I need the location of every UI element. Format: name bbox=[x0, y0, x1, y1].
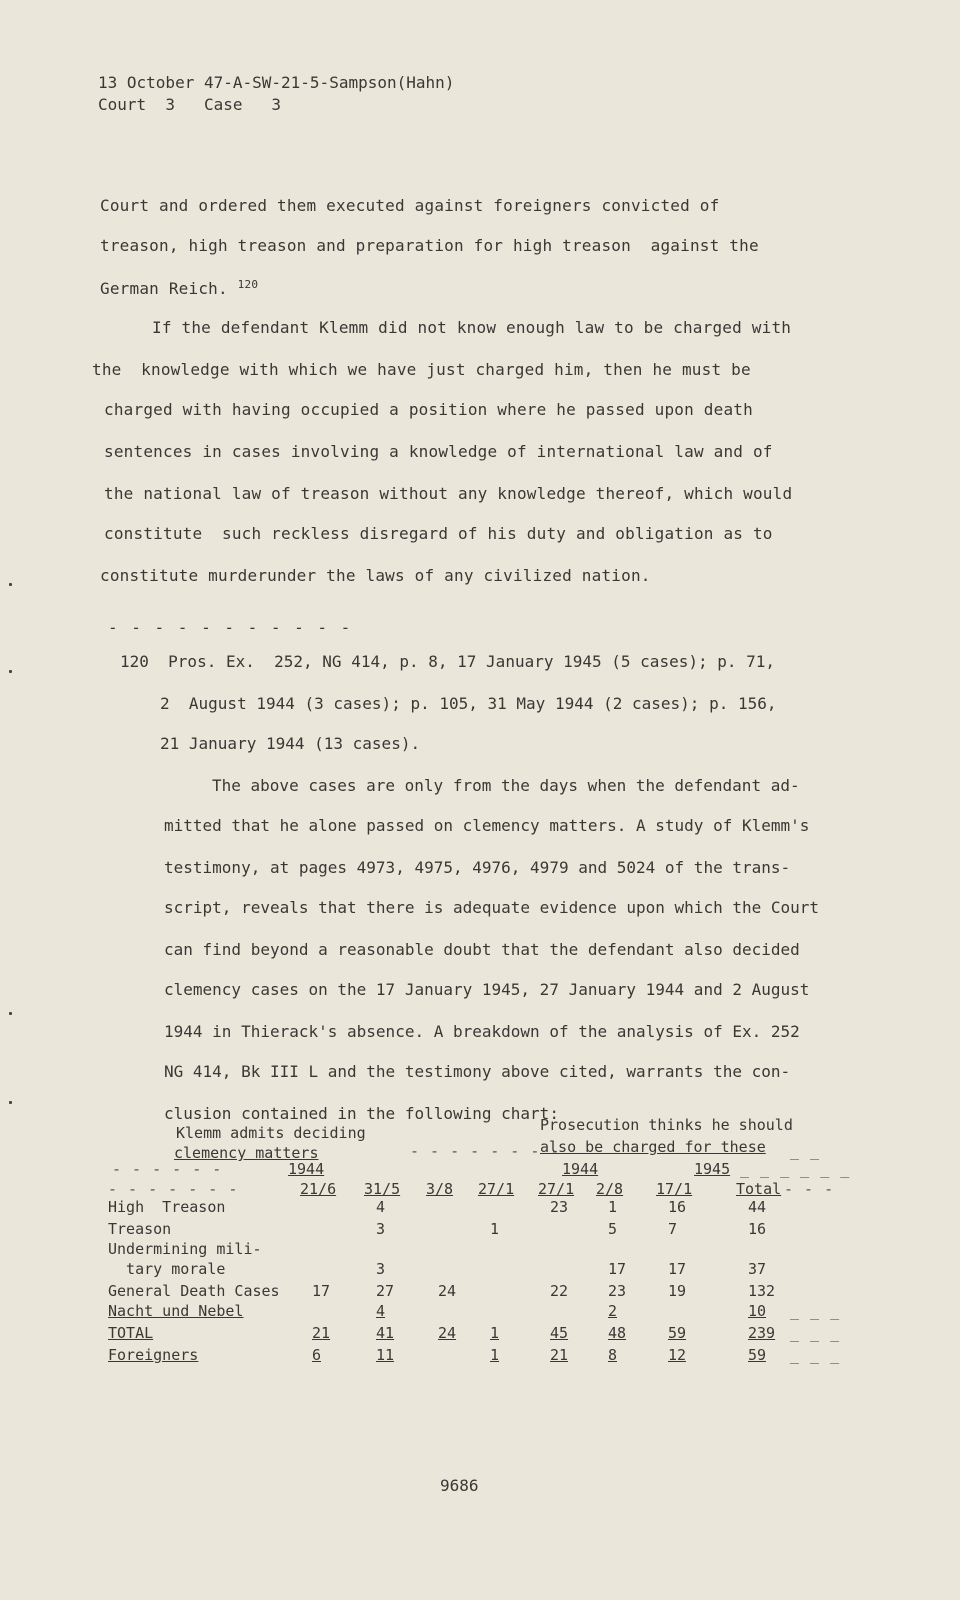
chart-cell: 1 bbox=[490, 1220, 500, 1238]
chart-row-label: Foreigners bbox=[108, 1346, 199, 1364]
chart-cell: 4 bbox=[376, 1302, 386, 1320]
margin-mark bbox=[9, 583, 12, 586]
footnote-line: 2 August 1944 (3 cases); p. 105, 31 May 1944 (2 cases); p. 156, bbox=[160, 694, 777, 713]
chart-cell: 27 bbox=[376, 1282, 395, 1300]
chart-dash-rule: - - - - - - - - bbox=[410, 1142, 561, 1160]
chart-dash-rule: _ _ _ bbox=[790, 1346, 841, 1364]
chart-cell: 3 bbox=[376, 1260, 386, 1278]
body-line: If the defendant Klemm did not know enough law to be charged with bbox=[152, 318, 792, 337]
chart-cell: 45 bbox=[550, 1324, 569, 1342]
chart-cell: 37 bbox=[748, 1260, 767, 1278]
body-line: treason, high treason and preparation for high treason against the bbox=[100, 236, 759, 255]
margin-mark bbox=[9, 670, 12, 673]
chart-cell: 21 bbox=[312, 1324, 331, 1342]
margin-mark bbox=[9, 1012, 12, 1015]
chart-left-heading: clemency matters bbox=[174, 1144, 319, 1162]
chart-column-header: 17/1 bbox=[656, 1180, 693, 1198]
margin-mark bbox=[9, 1101, 12, 1104]
chart-year-label: 1944 bbox=[288, 1160, 325, 1178]
footnote-line: 1944 in Thierack's absence. A breakdown of the analysis of Ex. 252 bbox=[164, 1022, 800, 1041]
header-line-1: 13 October 47-A-SW-21-5-Sampson(Hahn) bbox=[98, 73, 455, 92]
chart-year-label: 1944 bbox=[562, 1160, 599, 1178]
chart-cell: 5 bbox=[608, 1220, 618, 1238]
chart-cell: 22 bbox=[550, 1282, 569, 1300]
body-line: constitute such reckless disregard of his duty and obligation as to bbox=[104, 524, 773, 543]
chart-cell: 24 bbox=[438, 1282, 457, 1300]
chart-column-header: 3/8 bbox=[426, 1180, 454, 1198]
chart-row-label: Undermining mili- bbox=[108, 1240, 262, 1258]
chart-row-label: High Treason bbox=[108, 1198, 226, 1216]
footnote-reference: 120 bbox=[237, 278, 259, 291]
footnote-line: 21 January 1944 (13 cases). bbox=[160, 734, 421, 753]
chart-cell: 23 bbox=[550, 1198, 569, 1216]
chart-right-heading: Prosecution thinks he should bbox=[540, 1116, 793, 1134]
chart-dash-rule: _ _ _ _ _ _ bbox=[740, 1160, 851, 1178]
chart-left-heading: Klemm admits deciding bbox=[176, 1124, 366, 1142]
chart-cell: 41 bbox=[376, 1324, 395, 1342]
footnote-line: NG 414, Bk III L and the testimony above cited, warrants the con- bbox=[164, 1062, 791, 1081]
chart-cell: 23 bbox=[608, 1282, 627, 1300]
chart-cell: 12 bbox=[668, 1346, 687, 1364]
header-line-2: Court 3 Case 3 bbox=[98, 95, 282, 114]
body-line-text: German Reich. bbox=[100, 279, 228, 298]
chart-cell: 11 bbox=[376, 1346, 395, 1364]
chart-column-header: Total bbox=[736, 1180, 782, 1198]
chart-row-label: General Death Cases bbox=[108, 1282, 280, 1300]
chart-cell: 17 bbox=[608, 1260, 627, 1278]
footnote-line: The above cases are only from the days when the defendant ad- bbox=[212, 776, 800, 795]
chart-right-heading: also be charged for these bbox=[540, 1138, 766, 1156]
chart-cell: 44 bbox=[748, 1198, 767, 1216]
chart-cell: 6 bbox=[312, 1346, 322, 1364]
chart-cell: 239 bbox=[748, 1324, 776, 1342]
body-line: the knowledge with which we have just charged him, then he must be bbox=[92, 360, 751, 379]
chart-cell: 19 bbox=[668, 1282, 687, 1300]
header bbox=[98, 72, 454, 116]
chart-cell: 1 bbox=[490, 1346, 500, 1364]
body-line bbox=[100, 278, 258, 298]
chart-cell: 59 bbox=[748, 1346, 767, 1364]
chart-dash-rule: _ _ _ bbox=[790, 1324, 841, 1342]
chart-cell: 2 bbox=[608, 1302, 618, 1320]
chart-row-label: Treason bbox=[108, 1220, 172, 1238]
chart-row-label: tary morale bbox=[108, 1260, 226, 1278]
chart-column-header: 27/1 bbox=[478, 1180, 515, 1198]
chart-row-label: Nacht und Nebel bbox=[108, 1302, 244, 1320]
footnote-line: clemency cases on the 17 January 1945, 27 January 1944 and 2 August bbox=[164, 980, 810, 999]
chart-cell: 48 bbox=[608, 1324, 627, 1342]
chart-dash-rule: - - - - - - bbox=[112, 1160, 223, 1178]
chart-cell: 7 bbox=[668, 1220, 678, 1238]
footnote-line: 120 Pros. Ex. 252, NG 414, p. 8, 17 January 1945 (5 cases); p. 71, bbox=[120, 652, 776, 671]
body-line: sentences in cases involving a knowledge of international law and of bbox=[104, 442, 773, 461]
chart-cell: 1 bbox=[490, 1324, 500, 1342]
body-line: the national law of treason without any knowledge thereof, which would bbox=[104, 484, 793, 503]
chart-year-label: 1945 bbox=[694, 1160, 731, 1178]
chart-column-header: 27/1 bbox=[538, 1180, 575, 1198]
chart-column-header: 31/5 bbox=[364, 1180, 401, 1198]
chart-dash-rule: - - - bbox=[784, 1180, 835, 1198]
body-line: constitute murderunder the laws of any civilized nation. bbox=[100, 566, 651, 585]
chart-cell: 10 bbox=[748, 1302, 767, 1320]
chart-cell: 16 bbox=[668, 1198, 687, 1216]
chart-column-header: 2/8 bbox=[596, 1180, 624, 1198]
chart-cell: 4 bbox=[376, 1198, 386, 1216]
footnote-line: testimony, at pages 4973, 4975, 4976, 4979 and 5024 of the trans- bbox=[164, 858, 791, 877]
page-number: 9686 bbox=[440, 1476, 479, 1495]
chart-dash-rule: _ _ _ bbox=[790, 1302, 841, 1320]
footnote-line: clusion contained in the following chart: bbox=[164, 1104, 559, 1123]
footnote-rule: - - - - - - - - - - - bbox=[108, 618, 353, 637]
chart-cell: 8 bbox=[608, 1346, 618, 1364]
chart-column-header: 21/6 bbox=[300, 1180, 337, 1198]
chart-cell: 3 bbox=[376, 1220, 386, 1238]
body-line: Court and ordered them executed against foreigners convicted of bbox=[100, 196, 720, 215]
chart-cell: 17 bbox=[668, 1260, 687, 1278]
footnote-line: script, reveals that there is adequate evidence upon which the Court bbox=[164, 898, 820, 917]
chart-cell: 16 bbox=[748, 1220, 767, 1238]
chart-cell: 1 bbox=[608, 1198, 618, 1216]
body-line: charged with having occupied a position where he passed upon death bbox=[104, 400, 753, 419]
chart-cell: 24 bbox=[438, 1324, 457, 1342]
chart-cell: 132 bbox=[748, 1282, 776, 1300]
chart-cell: 17 bbox=[312, 1282, 331, 1300]
footnote-line: can find beyond a reasonable doubt that the defendant also decided bbox=[164, 940, 800, 959]
chart-dash-rule: _ _ bbox=[790, 1142, 821, 1160]
footnote-line: mitted that he alone passed on clemency matters. A study of Klemm's bbox=[164, 816, 810, 835]
chart-cell: 21 bbox=[550, 1346, 569, 1364]
chart-cell: 59 bbox=[668, 1324, 687, 1342]
chart-row-label: TOTAL bbox=[108, 1324, 154, 1342]
chart-dash-rule: - - - - - - - bbox=[108, 1180, 239, 1198]
